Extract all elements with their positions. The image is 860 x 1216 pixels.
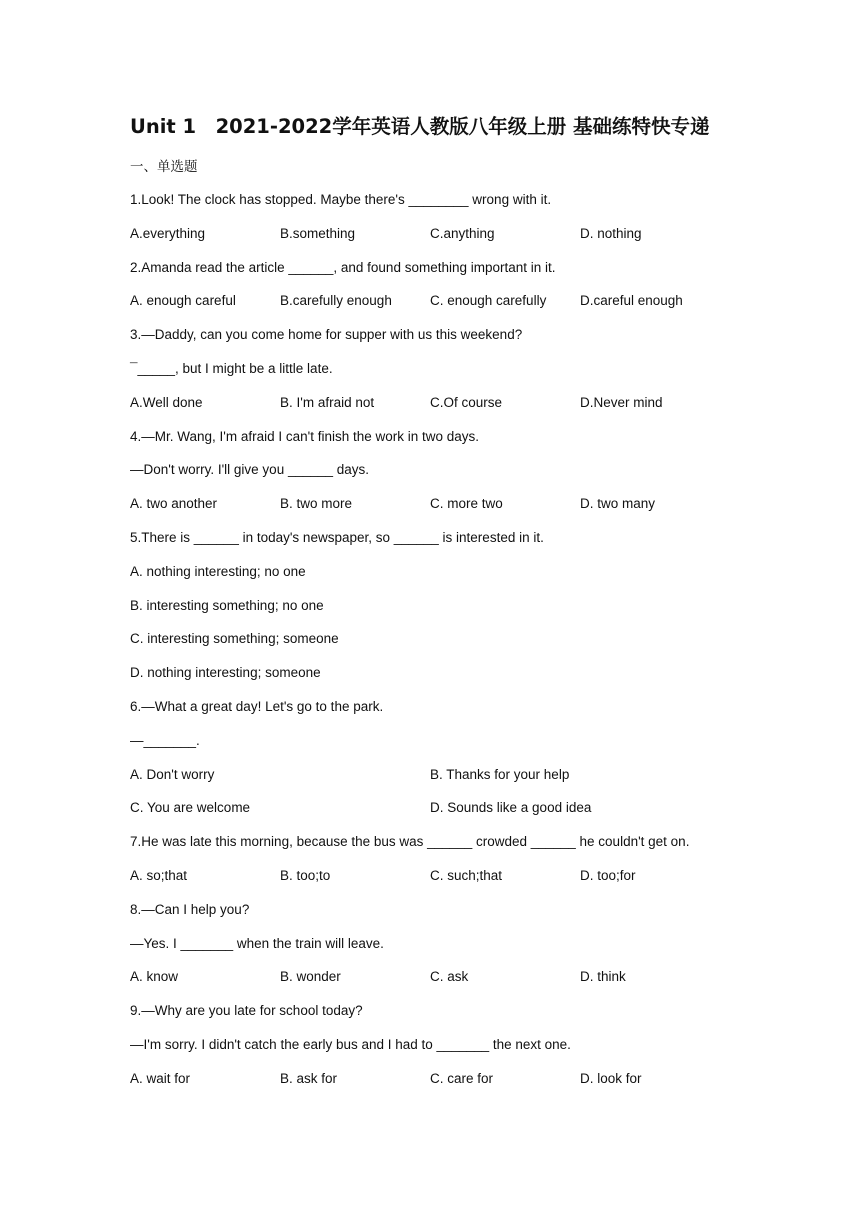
option-b: B. too;to	[280, 867, 331, 883]
options-row	[130, 224, 740, 258]
options-row	[130, 798, 740, 832]
question-text: 8.—Can I help you?	[130, 901, 250, 917]
option-c: C. enough carefully	[430, 293, 547, 309]
option-d: D. nothing	[580, 225, 642, 241]
options-row	[130, 663, 740, 697]
option-c: C. interesting something; someone	[130, 631, 339, 647]
option-a: A. nothing interesting; no one	[130, 563, 306, 579]
option-d: D. look for	[580, 1070, 642, 1086]
option-a: A. Don't worry	[130, 766, 215, 782]
question-stem-line	[130, 934, 740, 968]
options-row	[130, 393, 740, 427]
page-title: Unit 1 2021-2022学年英语人教版八年级上册 基础练特快专递	[130, 115, 710, 138]
question-stem	[130, 900, 740, 934]
option-b: B. two more	[280, 496, 353, 512]
question-stem	[130, 528, 740, 562]
question-text: —_______.	[130, 732, 200, 748]
options-row	[130, 866, 740, 900]
options-row	[130, 562, 740, 596]
option-b: B. wonder	[280, 969, 341, 985]
option-a: A.everything	[130, 225, 206, 241]
question-stem	[130, 697, 740, 731]
question-stem-line	[130, 731, 740, 765]
question-text: 3.—Daddy, can you come home for supper with us this weekend?	[130, 327, 523, 343]
section-heading: 一、单选题	[130, 159, 198, 174]
option-c: C. care for	[430, 1070, 494, 1086]
options-row	[130, 1069, 740, 1103]
question-text: 1.Look! The clock has stopped. Maybe there's ________ wrong with it.	[130, 192, 552, 207]
option-a: A.Well done	[130, 394, 203, 410]
options-row	[130, 765, 740, 799]
option-d: D. two many	[580, 496, 656, 512]
question-stem	[130, 427, 740, 461]
option-d: D.Never mind	[580, 394, 663, 410]
option-c: C. You are welcome	[130, 800, 251, 816]
question-stem	[130, 1001, 740, 1035]
option-b: B. interesting something; no one	[130, 597, 324, 613]
question-list	[130, 190, 740, 1103]
question-text: 5.There is ______ in today's newspaper, so ______ is interested in it.	[130, 529, 544, 545]
option-c: C. ask	[430, 969, 469, 985]
question-text: 9.—Why are you late for school today?	[130, 1003, 363, 1019]
question-text: 6.—What a great day! Let's go to the park.	[130, 698, 384, 714]
option-b: B. Thanks for your help	[430, 766, 570, 782]
option-b: B.carefully enough	[280, 293, 392, 309]
option-d: D. nothing interesting; someone	[130, 665, 321, 681]
options-row	[130, 291, 740, 325]
option-a: A. enough careful	[130, 293, 236, 309]
question-text: —Don't worry. I'll give you ______ days.	[130, 462, 370, 478]
options-row	[130, 596, 740, 630]
question-text: 7.He was late this morning, because the bus was ______ crowded ______ he couldn't get on.	[130, 834, 690, 850]
option-b: B.something	[280, 225, 356, 241]
option-a: A. know	[130, 969, 179, 985]
option-a: A. two another	[130, 496, 218, 512]
options-row	[130, 629, 740, 663]
question-stem	[130, 325, 740, 359]
options-row	[130, 967, 740, 1001]
question-stem	[130, 832, 740, 866]
option-c: C. more two	[430, 496, 503, 512]
question-stem-line	[130, 460, 740, 494]
option-b: B. I'm afraid not	[280, 394, 375, 410]
option-d: D.careful enough	[580, 293, 683, 309]
question-text: ¯_____, but I might be a little late.	[130, 360, 333, 376]
option-a: A. wait for	[130, 1070, 191, 1086]
option-d: D. think	[580, 969, 626, 985]
question-stem	[130, 190, 740, 224]
option-a: A. so;that	[130, 867, 188, 883]
question-text: 4.—Mr. Wang, I'm afraid I can't finish the work in two days.	[130, 428, 480, 444]
question-text: 2.Amanda read the article ______, and found something important in it.	[130, 259, 556, 275]
question-text: —Yes. I _______ when the train will leave.	[130, 935, 384, 951]
option-d: D. too;for	[580, 867, 636, 883]
option-b: B. ask for	[280, 1070, 338, 1086]
question-stem-line	[130, 1035, 740, 1069]
option-d: D. Sounds like a good idea	[430, 800, 592, 816]
options-row	[130, 494, 740, 528]
question-stem-line	[130, 359, 740, 393]
question-text: —I'm sorry. I didn't catch the early bus and I had to _______ the next one.	[130, 1036, 571, 1052]
option-c: C.anything	[430, 225, 495, 241]
option-c: C.Of course	[430, 394, 503, 410]
option-c: C. such;that	[430, 867, 503, 883]
question-stem	[130, 258, 740, 292]
